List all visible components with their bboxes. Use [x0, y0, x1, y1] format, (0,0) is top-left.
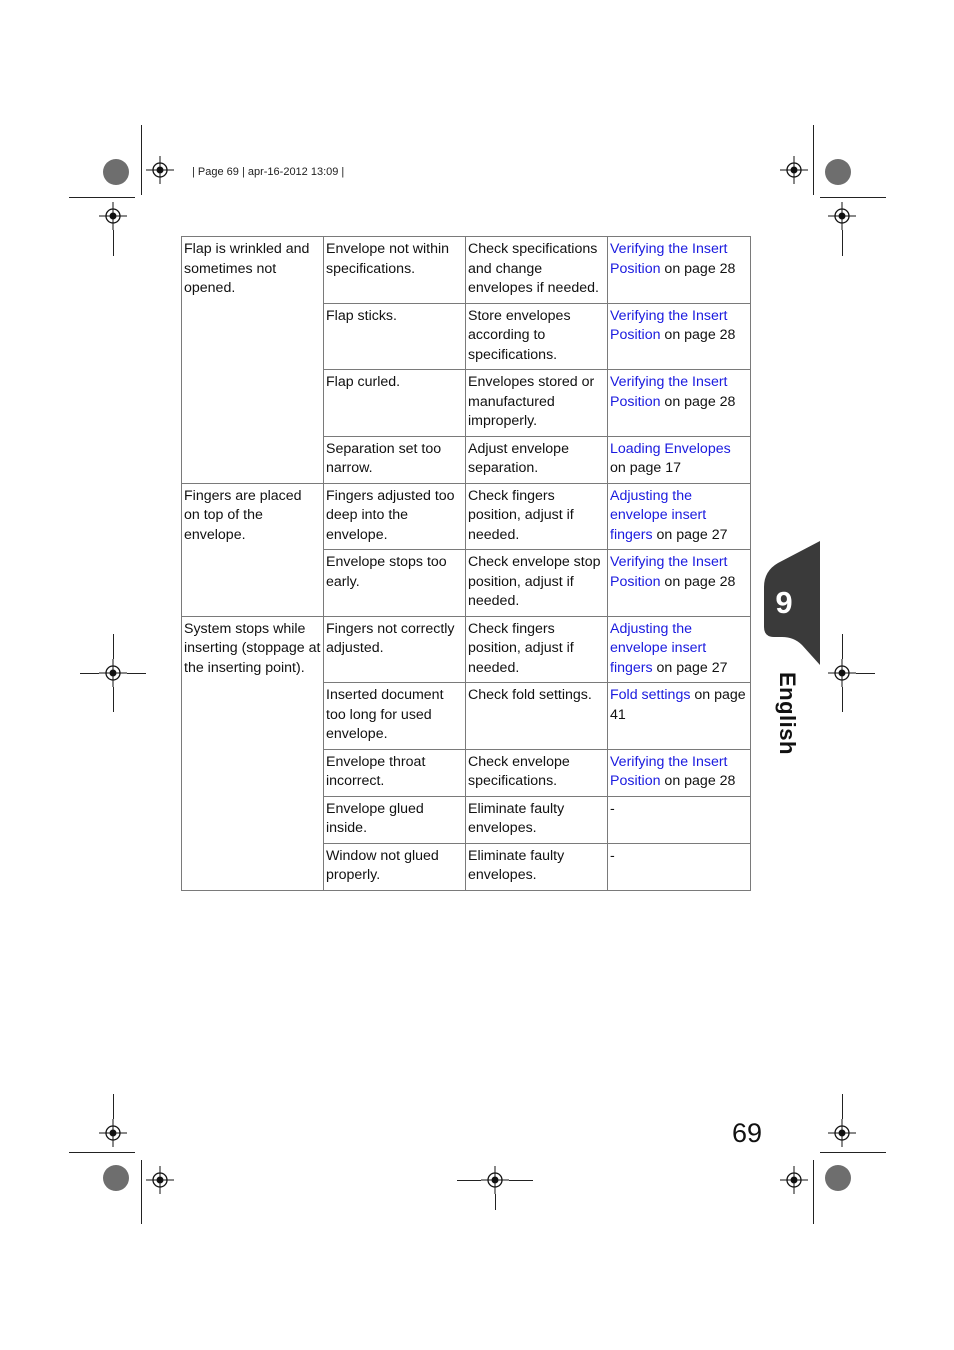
- cause-cell: Envelope glued inside.: [324, 796, 466, 843]
- reference-link[interactable]: Verifying the Insert Position: [610, 374, 728, 410]
- reference-link[interactable]: Verifying the Insert Position: [610, 753, 728, 789]
- reference-cell: [608, 483, 751, 550]
- reference-cell: [608, 237, 751, 304]
- reference-page: on page 27: [652, 659, 728, 676]
- reference-page: on page 17: [610, 460, 682, 476]
- solution-cell: Check envelope stop position, adjust if needed.: [466, 550, 608, 617]
- crosshair-icon: [99, 1119, 127, 1147]
- reference-page: on page 28: [660, 260, 736, 277]
- cause-cell: Flap sticks.: [324, 303, 466, 370]
- table-row: [182, 237, 751, 304]
- reference-page: -: [610, 800, 615, 817]
- reference-link[interactable]: Loading Envelopes: [610, 440, 731, 457]
- solution-cell: Eliminate faulty envelopes.: [466, 796, 608, 843]
- reference-link[interactable]: Adjusting the envelope insert fingers: [610, 620, 707, 676]
- reference-page: -: [610, 847, 615, 864]
- crosshair-icon: [146, 156, 174, 184]
- registration-dot-icon: [825, 159, 851, 185]
- crosshair-icon: [146, 1166, 174, 1194]
- reference-page: on page 28: [660, 393, 736, 410]
- crosshair-icon: [780, 156, 808, 184]
- crosshair-icon: [99, 202, 127, 230]
- chapter-number: 9: [775, 585, 793, 620]
- reference-page: on page 28: [660, 327, 736, 343]
- reference-link[interactable]: Fold settings: [610, 687, 691, 703]
- cause-cell: Fingers not correctly adjusted.: [324, 616, 466, 683]
- reference-link[interactable]: Verifying the Insert Position: [610, 307, 728, 343]
- reference-cell: [608, 749, 751, 796]
- reference-cell: [608, 436, 751, 483]
- reference-cell: [608, 616, 751, 683]
- reference-cell: [608, 303, 751, 370]
- solution-cell: Check specifications and change envelopes if needed.: [466, 237, 608, 304]
- solution-cell: Eliminate faulty envelopes.: [466, 843, 608, 890]
- cause-cell: Separation set too narrow.: [324, 436, 466, 483]
- problem-cell: System stops while inserting (stoppage at the inserting point).: [182, 616, 324, 890]
- crosshair-icon: [780, 1166, 808, 1194]
- problem-cell: Flap is wrinkled and sometimes not opened.: [182, 237, 324, 484]
- registration-dot-icon: [103, 159, 129, 185]
- solution-cell: Check fingers position, adjust if needed.: [466, 616, 608, 683]
- language-label: English: [775, 672, 800, 755]
- table-row: [182, 483, 751, 550]
- solution-cell: Adjust envelope separation.: [466, 436, 608, 483]
- reference-link[interactable]: Adjusting the envelope insert fingers: [610, 487, 707, 543]
- crosshair-icon: [828, 659, 856, 687]
- solution-cell: Store envelopes according to specifications.: [466, 303, 608, 370]
- solution-cell: Check envelope specifications.: [466, 749, 608, 796]
- reference-cell: [608, 843, 751, 890]
- reference-link[interactable]: Verifying the Insert Position: [610, 241, 728, 277]
- reference-cell: [608, 370, 751, 437]
- crosshair-icon: [828, 202, 856, 230]
- registration-dot-icon: [825, 1165, 851, 1191]
- reference-cell: [608, 796, 751, 843]
- cause-cell: Flap curled.: [324, 370, 466, 437]
- crosshair-icon: [99, 659, 127, 687]
- cause-cell: Envelope throat incorrect.: [324, 749, 466, 796]
- cause-cell: Envelope stops too early.: [324, 550, 466, 617]
- reference-page: on page 27: [652, 526, 728, 543]
- registration-dot-icon: [103, 1165, 129, 1191]
- crosshair-icon: [481, 1166, 509, 1194]
- reference-link[interactable]: Verifying the Insert Position: [610, 554, 728, 590]
- reference-page: on page 28: [660, 773, 736, 789]
- solution-cell: Check fold settings.: [466, 683, 608, 750]
- cause-cell: Envelope not within specifications.: [324, 237, 466, 304]
- reference-page: on page 41: [610, 687, 746, 723]
- reference-cell: [608, 550, 751, 617]
- crosshair-icon: [828, 1119, 856, 1147]
- reference-page: on page 28: [660, 573, 736, 590]
- page-header: | Page 69 | apr-16-2012 13:09 |: [192, 166, 345, 178]
- troubleshooting-table: [181, 236, 751, 891]
- page-number: 69: [732, 1118, 763, 1148]
- reference-cell: [608, 683, 751, 750]
- problem-cell: Fingers are placed on top of the envelope.: [182, 483, 324, 616]
- table-row: [182, 616, 751, 683]
- solution-cell: Check fingers position, adjust if needed.: [466, 483, 608, 550]
- cause-cell: Window not glued properly.: [324, 843, 466, 890]
- cause-cell: Fingers adjusted too deep into the envelope.: [324, 483, 466, 550]
- solution-cell: Envelopes stored or manufactured improperly.: [466, 370, 608, 437]
- cause-cell: Inserted document too long for used envelope.: [324, 683, 466, 750]
